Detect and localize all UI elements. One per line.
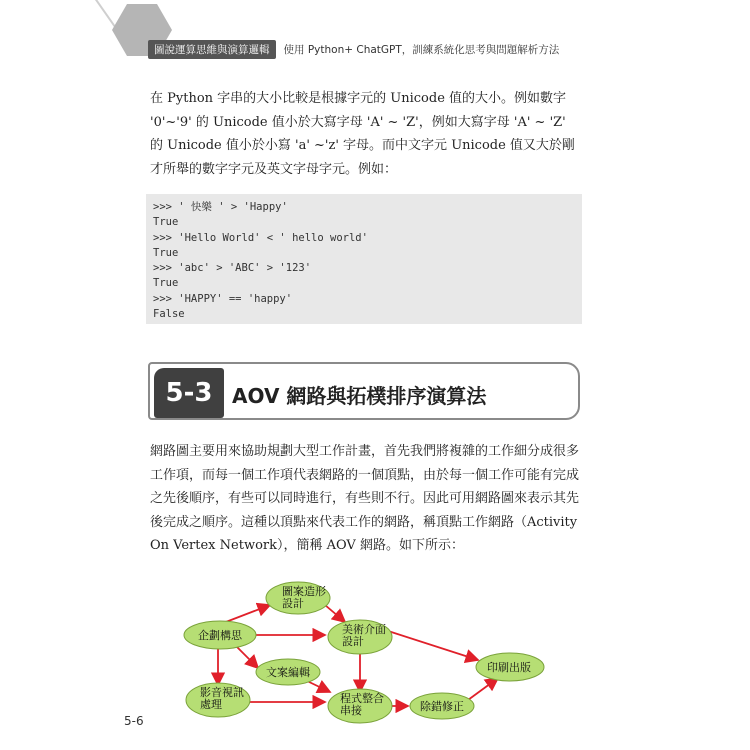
running-header (148, 40, 559, 59)
book-subtitle: 使用 Python+ ChatGPT，訓練系統化思考與問題解析方法 (283, 44, 560, 56)
edge-graphic-to-art (325, 605, 345, 622)
code-line: True (153, 277, 179, 290)
code-line: True (153, 216, 179, 229)
code-line: False (153, 308, 185, 321)
section-heading (148, 362, 580, 420)
paragraph-unicode-comparison: 在 Python 字串的大小比較是根據字元的 Unicode 值的大小。例如數字 '0'~'9' 的 Unicode 值小於大寫字母 'A' ~ 'Z'，例如大寫字母 'A' ~ 'Z' 的 Unicode 值小於小寫 'a' ~'z' 字母。而中文字元 Unicode 值又大於剛才所舉的數字字元及英文字母字元。例如： (150, 91, 575, 177)
edge-art-to-print (385, 630, 478, 660)
node-label: 串接 (340, 704, 362, 717)
node-label: 美術介面 (342, 623, 386, 636)
node-label: 處理 (200, 698, 222, 711)
node-planning (184, 621, 256, 649)
node-program-integration (328, 689, 392, 723)
code-line: >>> 'abc' > 'ABC' > '123' (153, 262, 312, 275)
node-label: 除錯修正 (420, 700, 464, 713)
node-label: 印刷出版 (487, 661, 531, 674)
page-number: 5-6 (124, 714, 144, 728)
code-line: >>> 'HAPPY' == 'happy' (153, 292, 293, 305)
node-label: 設計 (282, 597, 304, 610)
node-label: 設計 (342, 635, 364, 648)
edge-plan-to-copy (235, 645, 258, 668)
node-print-publish (476, 653, 544, 681)
book-title-tag: 圖說運算思維與演算邏輯 (148, 40, 276, 59)
node-label: 程式整合 (340, 692, 384, 705)
node-label: 圖案造形 (282, 585, 326, 598)
code-line: >>> ' 快樂 ' > 'Happy' (153, 201, 288, 213)
aov-network-diagram (180, 580, 560, 730)
section-title: AOV 網路與拓樸排序演算法 (232, 384, 487, 408)
node-label: 影音視訊 (200, 686, 244, 699)
edge-debug-to-print (468, 678, 498, 700)
node-art-interface (328, 620, 392, 654)
node-graphic-design (266, 582, 330, 614)
code-line: True (153, 246, 179, 259)
node-copy-editing (256, 659, 320, 685)
node-label: 文案編輯 (266, 666, 310, 679)
code-block (146, 194, 582, 324)
section-number: 5-3 (154, 368, 224, 418)
paragraph-aov-intro: 網路圖主要用來協助規劃大型工作計畫，首先我們將複雜的工作細分成很多工作項，而每一個工作項代表網路的一個頂點，由於每一個工作可能有完成之先後順序，有些可以同時進行，有些則不行。因此可用網路圖來表示其先後完成之順序。這種以頂點來代表工作的網路，稱頂點工作網路（Activity On Vertex Network），簡稱 AOV 網路。如下所示： (150, 444, 580, 553)
node-label: 企劃構思 (198, 629, 242, 642)
code-line: >>> 'Hello World' < ' hello world' (153, 231, 368, 244)
node-av-processing (186, 683, 250, 717)
node-debugging (410, 693, 474, 719)
